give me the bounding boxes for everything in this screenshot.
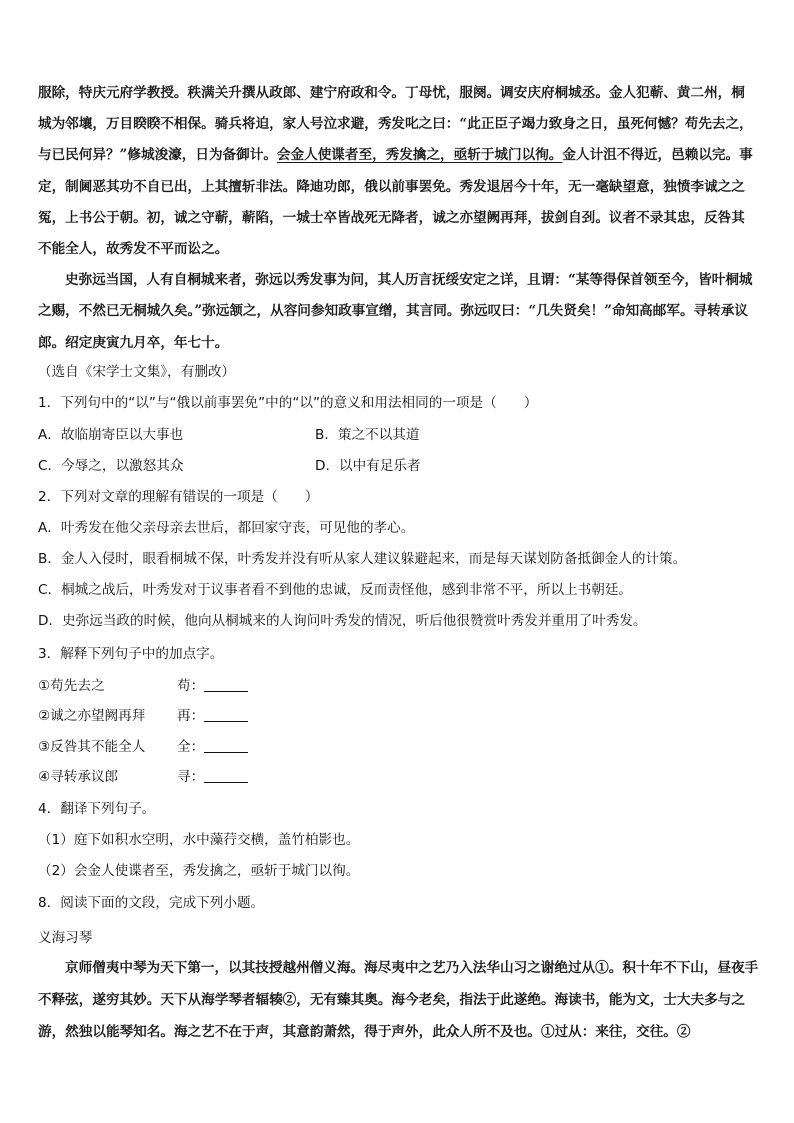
answer-blank[interactable] [204,707,248,722]
q2-option-b: B．金人入侵时，眼看桐城不保，叶秀发并没有听从家人建议躲避起来，而是每天谋划防备抵御金人的计策。 [38,551,687,567]
answer-blank[interactable] [204,677,248,692]
q3-item-2-sentence: ②诚之亦望阙再拜 [38,708,146,724]
q2-option-a: A．叶秀发在他父亲母亲去世后，都回家守丧，可见他的孝心。 [38,520,415,536]
q4-item-2: （2）会金人使谍者至，秀发擒之，亟斩于城门以徇。 [38,863,360,879]
question-2-stem: 2．下列对文章的理解有错误的一项是（ ） [38,489,319,505]
passage-paragraph-1: 服除，特庆元府学教授。秩满关升撰从政郎、建宁府政和令。丁母忧，服阕。调安庆府桐城丞。金人犯蕲、黄二州，桐城为邻壤，万目睽睽不相保。骑兵将迫，家人号泣求避，秀发叱之曰：“此正臣子竭力致身之日，虽死何憾？苟先去之，与已民何异？”修城浚濠，日为备御计。会金人使谍者至，秀发擒之，亟斩于城门以徇。金人计沮不得近，邑赖以完。事定，制阃恶其功不自已出，上其擅斩非法。降迪功郎，俄以前事罢免。秀发退居今十年，无一毫缺望意，独愤李诚之之冤，上书公于朝。初，诚之守蕲，蕲陷，一城士卒皆战死无降者，诚之亦望阙再拜，拔剑自刭。议者不录其忠，反咎其不能全人，故秀发不平而讼之。 [38,85,753,258]
passage-text [38,78,758,359]
q1-option-c: C．今辱之，以激怒其众 [38,458,184,474]
passage-2-text [38,952,760,1048]
question-3-stem: 3．解释下列句子中的加点字。 [38,646,224,662]
q4-item-1: （1）庭下如积水空明，水中藻荇交横，盖竹柏影也。 [38,832,360,848]
passage-2-paragraph: 京师僧夷中琴为天下第一，以其技授越州僧义海。海尽夷中之艺乃入法华山习之谢绝过从①。积十年不下山，昼夜手不释弦，遂穷其妙。天下从海学琴者辐辏②，无有臻其奥。海今老矣，指法于此遂绝。海读书，能为文，士大夫多与之游，然独以能琴知名。海之艺不在于声，其意韵萧然，得于声外，此众人所不及也。①过从：来往，交往。② [38,960,759,1040]
question-1-stem: 1．下列句中的“以”与“俄以前事罢免”中的“以”的意义和用法相同的一项是（ ） [38,395,538,411]
q3-item-3-sentence: ③反咎其不能全人 [38,739,146,755]
q3-item-1-sentence: ①苟先去之 [38,678,105,694]
passage-2-title: 义海习琴 [38,930,93,946]
passage-paragraph-2: 史弥远当国，人有自桐城来者，弥远以秀发事为问，其人历言抚绥安定之详，且谓：“某等得保首领至今，皆叶桐城之赐，不然已无桐城久矣。”弥远颔之，从容问参知政事宣缯，其言同。弥远叹曰：“几失贤矣！”命知高邮军。寻转承议郎。绍定庚寅九月卒，年七十。 [38,272,753,351]
q3-item-4-sentence: ④寻转承议郎 [38,769,119,785]
q2-option-d: D．史弥远当政的时候，他向从桐城来的人询问叶秀发的情况，听后他很赞赏叶秀发并重用了叶秀发。 [38,613,647,629]
answer-blank[interactable] [204,738,248,753]
underlined-sentence: 会金人使谍者至，秀发擒之，亟斩于城门以徇。 [276,147,563,164]
q3-item-3-answer: 全： [177,737,248,757]
q1-option-b: B．策之不以其道 [315,427,420,443]
q3-item-4-answer: 寻： [177,767,248,787]
q3-item-2-answer: 再： [177,706,248,726]
q1-option-a: A．故临崩寄臣以大事也 [38,427,184,443]
source-note: （选自《宋学士文集》，有删改） [38,364,236,380]
q1-option-d: D．以中有足乐者 [315,458,421,474]
q2-option-c: C．桐城之战后，叶秀发对于议事者看不到他的忠诚，反而责怪他，感到非常不平，所以上书朝廷。 [38,582,633,598]
question-4-stem: 4．翻译下列句子。 [38,801,156,817]
q3-item-1-answer: 苟： [177,676,248,696]
question-8-stem: 8．阅读下面的文段，完成下列小题。 [38,895,265,911]
answer-blank[interactable] [204,768,248,783]
